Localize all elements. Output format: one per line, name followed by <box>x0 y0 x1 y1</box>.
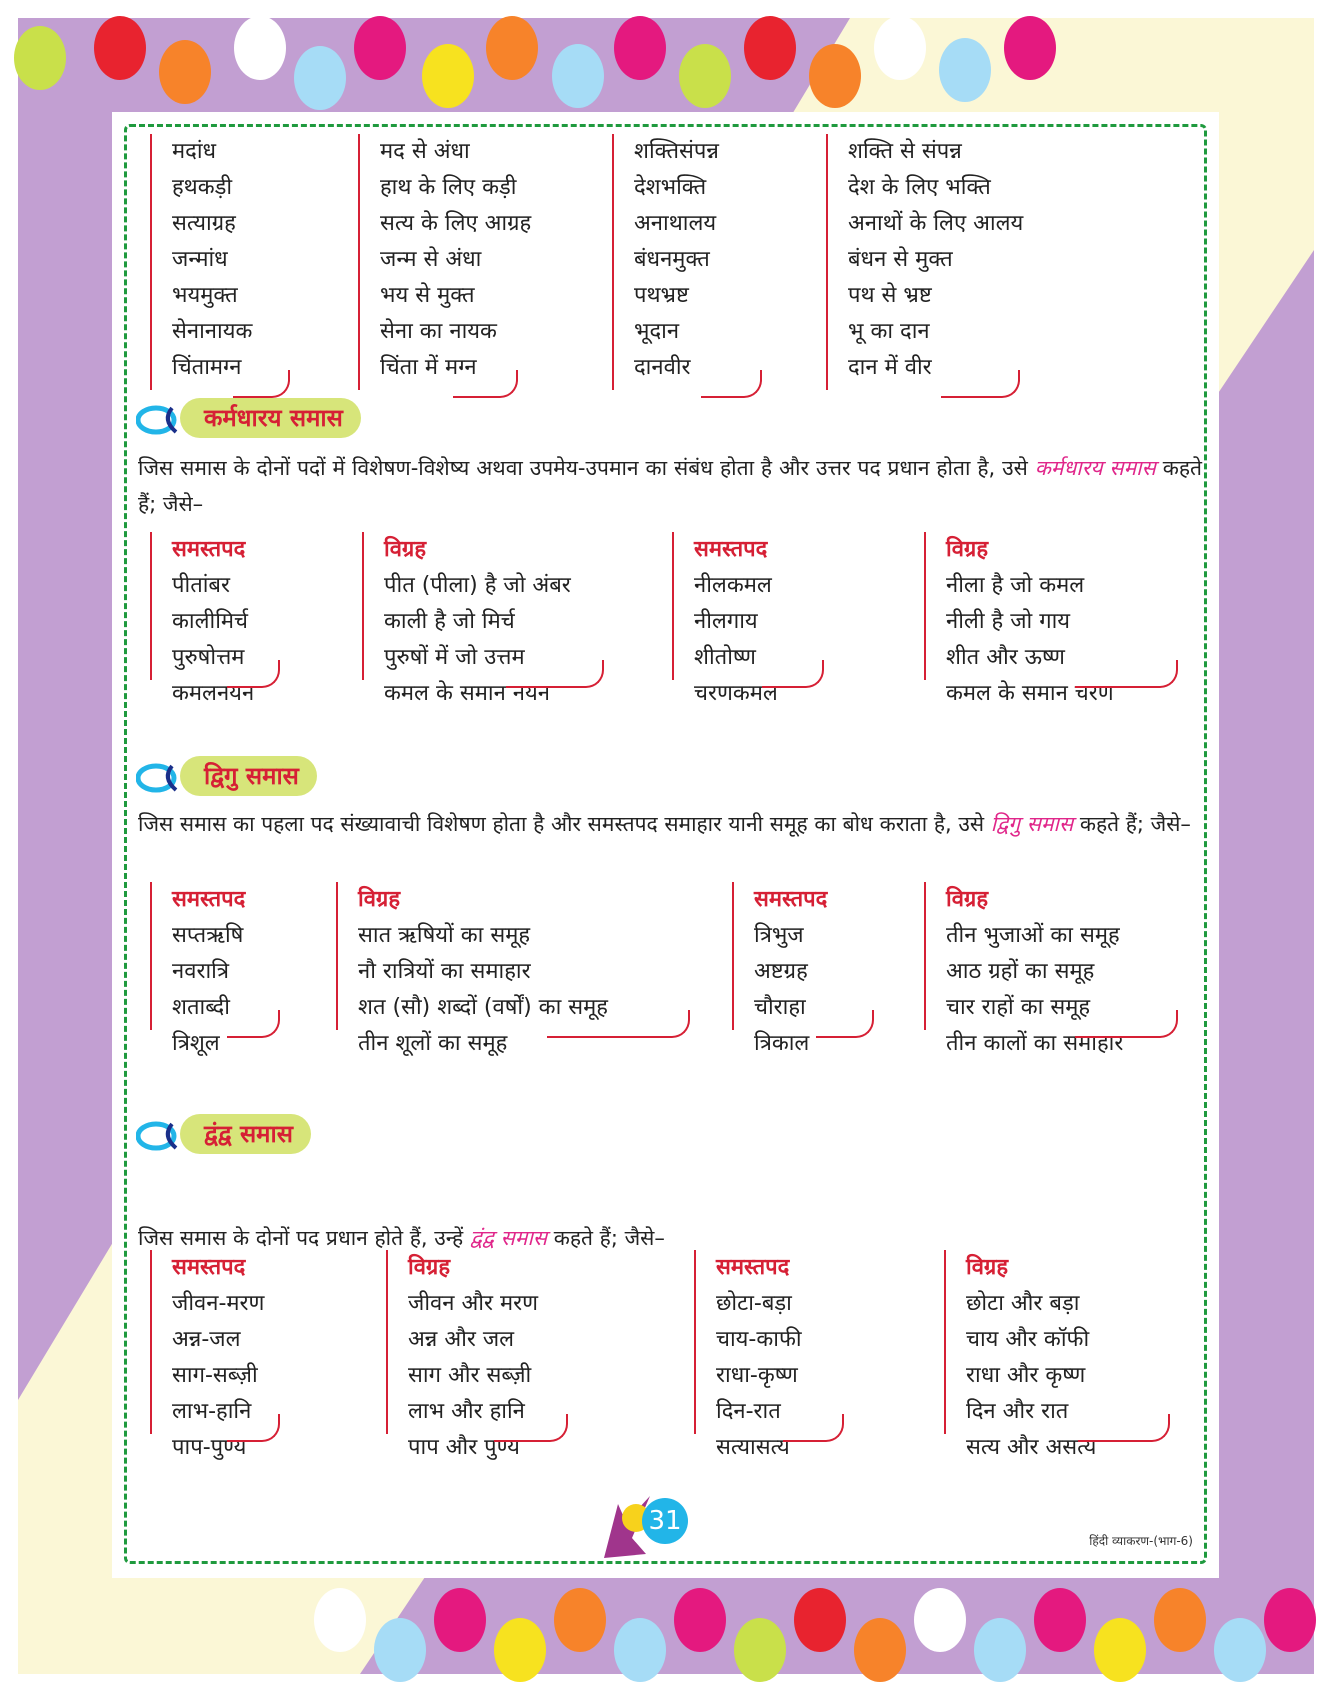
decor-dot <box>314 1588 366 1652</box>
decor-dot <box>874 16 926 80</box>
decor-dot <box>486 16 538 80</box>
table-cell: चार राहों का समूह <box>946 995 1091 1020</box>
table-cell: त्रिभुज <box>754 923 804 948</box>
table-column <box>694 1250 844 1460</box>
section-title-dvigu: द्विगु समास <box>180 756 317 796</box>
bracket-tail <box>816 1010 874 1038</box>
definition-text: जिस समास का पहला पद संख्यावाची विशेषण होता है और समस्तपद समाहार यानी समूह का बोध कराता है, उसे <box>138 812 991 836</box>
table-header: विग्रह <box>946 887 989 912</box>
decor-dot <box>1094 1618 1146 1682</box>
table-cell: सप्तऋषि <box>172 923 244 948</box>
table-cell: नौ रात्रियों का समाहार <box>358 959 531 984</box>
table-column <box>612 134 762 390</box>
decor-dot <box>552 44 604 108</box>
table-cell: अन्न और जल <box>408 1327 515 1352</box>
table-cell: कालीमिर्च <box>172 609 249 634</box>
page-number: 31 <box>642 1498 688 1544</box>
decor-dot <box>422 44 474 108</box>
table-cell: अनाथालय <box>634 211 717 236</box>
decor-dot <box>94 16 146 80</box>
table-cell: शक्तिसंपन्न <box>634 139 719 164</box>
table-cell: साग और सब्ज़ी <box>408 1363 532 1388</box>
decor-dot <box>494 1618 546 1682</box>
table-cell: देश के लिए भक्ति <box>848 175 991 200</box>
decor-dot <box>914 1588 966 1652</box>
karmadharaya-table <box>150 532 1210 706</box>
table-cell: पथ से भ्रष्ट <box>848 283 932 308</box>
table-cell: अष्टग्रह <box>754 959 808 984</box>
section-title-karmadharaya: कर्मधारय समास <box>180 398 361 438</box>
decor-dot <box>554 1588 606 1652</box>
decor-dot <box>809 44 861 108</box>
table-cell: दान में वीर <box>848 355 932 380</box>
table-cell: पथभ्रष्ट <box>634 283 689 308</box>
table-cell: सत्यासत्य <box>716 1435 790 1460</box>
table-cell: दिन और रात <box>966 1399 1069 1424</box>
bracket-tail <box>494 1414 568 1442</box>
table-cell: शीतोष्ण <box>694 645 756 670</box>
bracket-tail <box>783 1414 844 1442</box>
definition-term: द्विगु समास <box>990 812 1074 836</box>
table-cell: शताब्दी <box>172 995 230 1020</box>
bracket-tail <box>1075 1010 1178 1038</box>
decor-dot <box>1264 1588 1316 1652</box>
table-cell: शीत और ऊष्ण <box>946 645 1065 670</box>
decor-dot <box>794 1588 846 1652</box>
table-header: विग्रह <box>384 537 427 562</box>
decor-dot <box>1214 1618 1266 1682</box>
decor-dot <box>374 1618 426 1682</box>
table-column <box>150 882 280 1056</box>
bracket-tail <box>701 370 762 398</box>
decor-dot <box>1034 1588 1086 1652</box>
decor-dot <box>159 40 211 104</box>
decor-dot <box>854 1618 906 1682</box>
table-cell: जन्मांध <box>172 247 228 272</box>
table-cell: काली है जो मिर्च <box>384 609 515 634</box>
table-column <box>924 882 1178 1056</box>
table-column <box>150 1250 280 1460</box>
bracket-tail <box>762 660 824 688</box>
table-cell: दिन-रात <box>716 1399 781 1424</box>
definition-text: जिस समास के दोनों पदों में विशेषण-विशेष्य अथवा उपमेय-उपमान का संबंध होता है और उत्तर पद प्रधान होता है, उसे <box>138 456 1035 480</box>
bracket-tail <box>227 1010 280 1038</box>
table-column <box>386 1250 568 1460</box>
bracket-tail <box>227 660 280 688</box>
bracket-tail <box>233 370 290 398</box>
bracket-tail <box>1078 1414 1170 1442</box>
definition-text: कहते हैं; जैसे– <box>547 1226 665 1250</box>
table-cell: लाभ और हानि <box>408 1399 525 1424</box>
table-header: समस्तपद <box>172 887 246 912</box>
table-cell: हाथ के लिए कड़ी <box>380 175 517 200</box>
bracket-tail <box>453 370 518 398</box>
decor-dot <box>1154 1588 1206 1652</box>
decor-dot <box>294 46 346 110</box>
table-cell: जन्म से अंधा <box>380 247 482 272</box>
table-column <box>362 532 604 706</box>
table-cell: बंधनमुक्त <box>634 247 710 272</box>
table-cell: सेनानायक <box>172 319 253 344</box>
table-header: विग्रह <box>946 537 989 562</box>
table-header: विग्रह <box>358 887 401 912</box>
table-cell: अन्न-जल <box>172 1327 241 1352</box>
table-header: समस्तपद <box>172 537 246 562</box>
table-cell: पुरुषोत्तम <box>172 645 245 670</box>
definition-term: द्वंद्व समास <box>469 1226 548 1250</box>
table-cell: चिंतामग्न <box>172 355 242 380</box>
table-column <box>672 532 824 706</box>
table-cell: जीवन-मरण <box>172 1291 265 1316</box>
decor-dot <box>734 1618 786 1682</box>
table-column <box>150 134 290 390</box>
table-column <box>150 532 280 706</box>
table-cell: सत्य के लिए आग्रह <box>380 211 532 236</box>
definition-text: कहते हैं; जैसे– <box>138 456 1202 516</box>
table-cell: मदांध <box>172 139 217 164</box>
decor-dot <box>434 1588 486 1652</box>
definition-text: कहते हैं; जैसे– <box>1073 812 1191 836</box>
table-cell: जीवन और मरण <box>408 1291 539 1316</box>
table-column <box>732 882 874 1056</box>
table-header: समस्तपद <box>694 537 768 562</box>
table-cell: भूदान <box>634 319 680 344</box>
table-cell: नवरात्रि <box>172 959 229 984</box>
table-column <box>924 532 1178 706</box>
dvandva-table <box>150 1250 1210 1460</box>
table-cell: तीन भुजाओं का समूह <box>946 923 1120 948</box>
decor-dot <box>1004 16 1056 80</box>
table-cell: पीतांबर <box>172 573 230 598</box>
decor-dot <box>939 38 991 102</box>
table-cell: साग-सब्ज़ी <box>172 1363 258 1388</box>
table-column <box>358 134 532 390</box>
table-cell: पीत (पीला) है जो अंबर <box>384 573 571 598</box>
decor-dot <box>14 26 66 90</box>
table-header: समस्तपद <box>716 1255 790 1280</box>
bracket-tail <box>547 1010 690 1038</box>
definition-term: कर्मधारय समास <box>1034 456 1156 480</box>
content-page <box>112 112 1219 1578</box>
table-cell: अनाथों के लिए आलय <box>848 211 1024 236</box>
table-cell: सेना का नायक <box>380 319 497 344</box>
table-header: विग्रह <box>966 1255 1009 1280</box>
table-cell: तीन शूलों का समूह <box>358 1031 508 1056</box>
table-cell: शत (सौ) शब्दों (वर्षों) का समूह <box>358 995 608 1020</box>
table-cell: आठ ग्रहों का समूह <box>946 959 1095 984</box>
table-cell: त्रिशूल <box>172 1031 220 1056</box>
table-cell: राधा-कृष्ण <box>716 1363 798 1388</box>
table-cell: नीलगाय <box>694 609 758 634</box>
table-column <box>944 1250 1170 1460</box>
table-cell: देशभक्ति <box>634 175 707 200</box>
table-cell: छोटा-बड़ा <box>716 1291 792 1316</box>
table-cell: चरणकमल <box>694 681 778 706</box>
table-cell: नीला है जो कमल <box>946 573 1085 598</box>
table-cell: नीली है जो गाय <box>946 609 1071 634</box>
dvigu-table <box>150 882 1210 1056</box>
table-cell: चौराहा <box>754 995 806 1020</box>
table-cell: छोटा और बड़ा <box>966 1291 1080 1316</box>
table-column <box>826 134 1024 390</box>
table-cell: कमल के समान नयन <box>384 681 550 706</box>
book-title: हिंदी व्याकरण-(भाग-6) <box>1089 1534 1193 1548</box>
decor-dot <box>614 16 666 80</box>
table-cell: राधा और कृष्ण <box>966 1363 1086 1388</box>
table-cell: त्रिकाल <box>754 1031 810 1056</box>
bracket-tail <box>506 660 604 688</box>
table-column <box>336 882 690 1056</box>
bracket-tail <box>1075 660 1178 688</box>
section-title-dvandva: द्वंद्व समास <box>180 1114 311 1154</box>
table-header: विग्रह <box>408 1255 451 1280</box>
table-cell: शक्ति से संपन्न <box>848 139 962 164</box>
table-cell: भय से मुक्त <box>380 283 475 308</box>
table-cell: कमलनयन <box>172 681 255 706</box>
table-cell: बंधन से मुक्त <box>848 247 953 272</box>
table-cell: चाय-काफी <box>716 1327 802 1352</box>
bracket-tail <box>227 1414 280 1442</box>
table-header: समस्तपद <box>172 1255 246 1280</box>
table-cell: चाय और कॉफी <box>966 1327 1090 1352</box>
tatpurusha-table <box>150 134 1210 394</box>
table-cell: तीन कालों का समाहार <box>946 1031 1124 1056</box>
table-cell: लाभ-हानि <box>172 1399 252 1424</box>
table-cell: कमल के समान चरण <box>946 681 1114 706</box>
table-cell: सत्याग्रह <box>172 211 236 236</box>
table-cell: भयमुक्त <box>172 283 238 308</box>
decor-dot <box>674 1588 726 1652</box>
table-cell: नीलकमल <box>694 573 772 598</box>
decor-dot <box>614 1618 666 1682</box>
table-cell: हथकड़ी <box>172 175 233 200</box>
decor-dot <box>234 16 286 80</box>
table-cell: पाप और पुण्य <box>408 1435 520 1460</box>
table-cell: दानवीर <box>634 355 691 380</box>
table-cell: सात ऋषियों का समूह <box>358 923 531 948</box>
table-cell: पुरुषों में जो उत्तम <box>384 645 525 670</box>
dvigu-definition <box>138 806 1202 842</box>
table-cell: पाप-पुण्य <box>172 1435 247 1460</box>
bracket-tail <box>941 370 1020 398</box>
decor-dot <box>974 1618 1026 1682</box>
table-cell: भू का दान <box>848 319 930 344</box>
table-cell: मद से अंधा <box>380 139 470 164</box>
table-cell: चिंता में मग्न <box>380 355 477 380</box>
decor-dot <box>744 16 796 80</box>
table-header: समस्तपद <box>754 887 828 912</box>
table-cell: सत्य और असत्य <box>966 1435 1097 1460</box>
decor-dot <box>679 44 731 108</box>
decor-dot <box>354 16 406 80</box>
karmadharaya-definition <box>138 450 1202 522</box>
definition-text: जिस समास के दोनों पद प्रधान होते हैं, उन्हें <box>138 1226 470 1250</box>
